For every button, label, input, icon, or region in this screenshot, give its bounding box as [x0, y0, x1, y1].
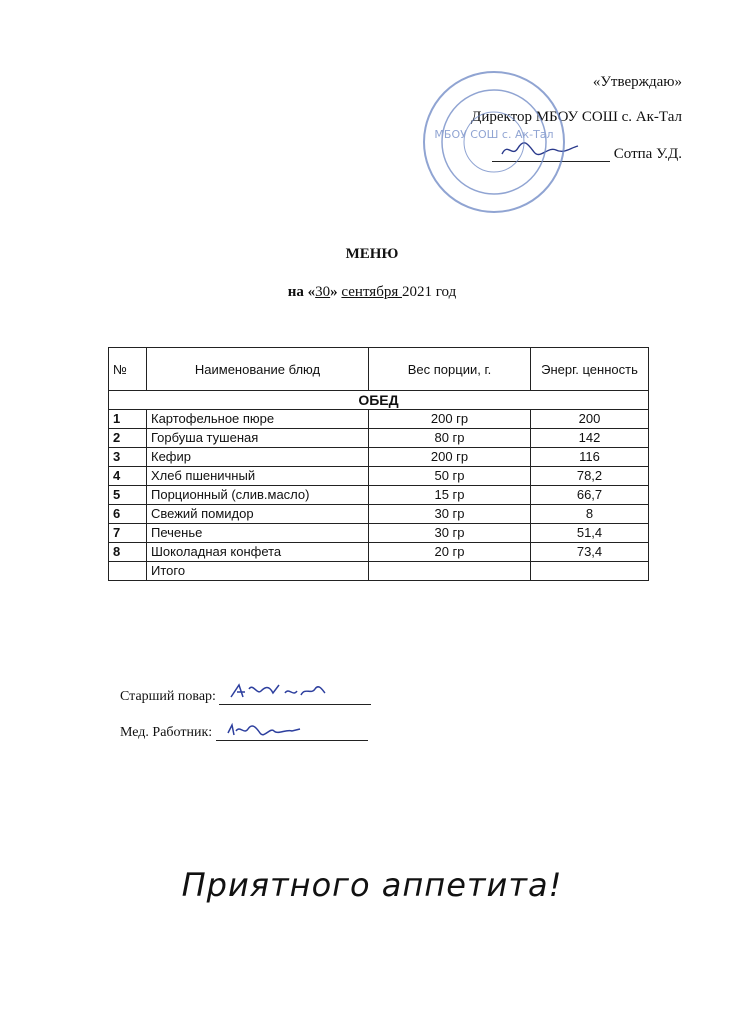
- row-energy: 142: [531, 429, 649, 448]
- row-number: 6: [109, 505, 147, 524]
- row-energy: 78,2: [531, 467, 649, 486]
- menu-date: [0, 284, 744, 301]
- page-title: МЕНЮ: [345, 246, 399, 262]
- row-number: 4: [109, 467, 147, 486]
- official-stamp: [420, 68, 568, 216]
- total-number-cell: [109, 562, 147, 581]
- row-dish-name: Хлеб пшеничный: [147, 467, 369, 486]
- appetite-wish: Приятного аппетита!: [181, 866, 563, 904]
- menu-table: [108, 347, 649, 581]
- medic-label: Мед. Работник:: [120, 725, 213, 740]
- date-suffix: 2021 год: [402, 284, 457, 300]
- row-weight: 30 гр: [369, 524, 531, 543]
- row-energy: 200: [531, 410, 649, 429]
- row-energy: 66,7: [531, 486, 649, 505]
- total-label: Итого: [147, 562, 369, 581]
- row-dish-name: Печенье: [147, 524, 369, 543]
- approval-heading: «Утверждаю»: [592, 74, 682, 90]
- row-weight: 200 гр: [369, 410, 531, 429]
- section-row: [109, 391, 649, 410]
- row-weight: 200 гр: [369, 448, 531, 467]
- row-number: 8: [109, 543, 147, 562]
- chef-signature-line: [120, 688, 371, 705]
- medic-signature: [216, 724, 368, 741]
- total-energy-cell: [531, 562, 649, 581]
- date-prefix: на «: [287, 284, 316, 300]
- row-dish-name: Картофельное пюре: [147, 410, 369, 429]
- approval-position: Директор МБОУ СОШ с. Ак-Тал: [471, 109, 682, 125]
- row-weight: 20 гр: [369, 543, 531, 562]
- medic-signature-scribble-icon: [224, 721, 304, 739]
- row-energy: 51,4: [531, 524, 649, 543]
- row-dish-name: Порционный (слив.масло): [147, 486, 369, 505]
- row-dish-name: Кефир: [147, 448, 369, 467]
- row-weight: 80 гр: [369, 429, 531, 448]
- table-row: [109, 410, 649, 429]
- chef-signature-scribble-icon: [227, 681, 327, 703]
- table-header-row: [109, 348, 649, 391]
- table-row: [109, 467, 649, 486]
- table-row: [109, 543, 649, 562]
- row-dish-name: Горбуша тушеная: [147, 429, 369, 448]
- chef-signature: [219, 688, 371, 705]
- row-energy: 8: [531, 505, 649, 524]
- row-number: 1: [109, 410, 147, 429]
- header-dish-name: Наименование блюд: [147, 348, 369, 391]
- row-dish-name: Шоколадная конфета: [147, 543, 369, 562]
- row-weight: 30 гр: [369, 505, 531, 524]
- total-weight-cell: [369, 562, 531, 581]
- table-row: [109, 448, 649, 467]
- chef-label: Старший повар:: [120, 689, 216, 704]
- row-number: 5: [109, 486, 147, 505]
- table-row: [109, 429, 649, 448]
- header-number: №: [109, 348, 147, 391]
- total-row: [109, 562, 649, 581]
- row-number: 3: [109, 448, 147, 467]
- director-name: Сотпа У.Д.: [613, 146, 682, 162]
- header-energy-value: Энерг. ценность: [531, 348, 649, 391]
- row-number: 2: [109, 429, 147, 448]
- date-mid: »: [330, 284, 342, 300]
- section-lunch: ОБЕД: [109, 391, 649, 410]
- header-portion-weight: Вес порции, г.: [369, 348, 531, 391]
- row-weight: 50 гр: [369, 467, 531, 486]
- row-energy: 73,4: [531, 543, 649, 562]
- medic-signature-line: [120, 724, 368, 741]
- row-energy: 116: [531, 448, 649, 467]
- table-row: [109, 505, 649, 524]
- stamp-text: МБОУ СОШ с. Ак-Тал: [434, 128, 554, 141]
- row-number: 7: [109, 524, 147, 543]
- table-row: [109, 486, 649, 505]
- table-row: [109, 524, 649, 543]
- date-day: 30: [315, 284, 331, 300]
- date-month: сентября: [341, 284, 402, 300]
- row-weight: 15 гр: [369, 486, 531, 505]
- row-dish-name: Свежий помидор: [147, 505, 369, 524]
